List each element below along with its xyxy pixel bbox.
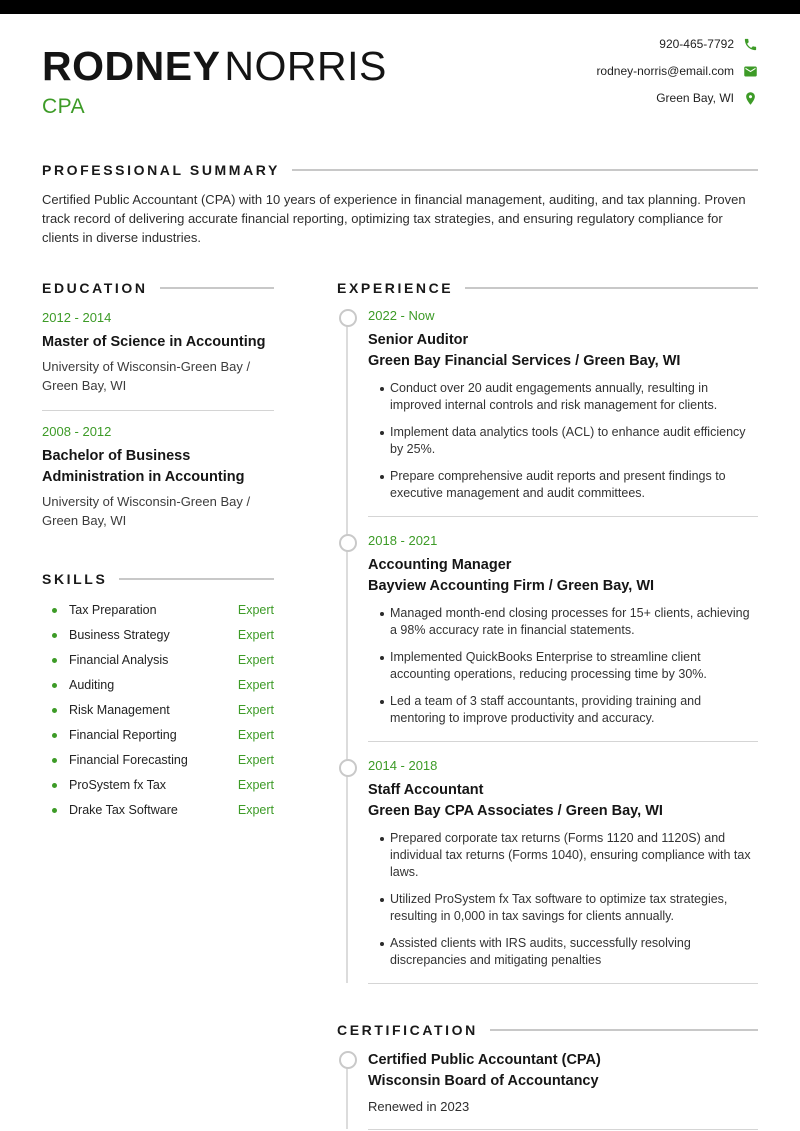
certification-issuer: Wisconsin Board of Accountancy xyxy=(368,1073,599,1089)
bullet-dot-icon xyxy=(52,758,57,763)
education-degree: Master of Science in Accounting xyxy=(42,334,266,350)
experience-bullet: Implement data analytics tools (ACL) to enhance audit efficiency by 25%. xyxy=(368,424,758,458)
experience-entry xyxy=(337,758,758,984)
entry-divider xyxy=(368,741,758,742)
certification-timeline xyxy=(337,1050,758,1130)
heading-rule xyxy=(465,287,758,289)
last-name: NORRIS xyxy=(224,43,387,89)
experience-bullet: Utilized ProSystem fx Tax software to optimize tax strategies, resulting in 0,000 in tax savings for clients annually. xyxy=(368,891,758,925)
entry-divider xyxy=(368,1129,758,1130)
person-name xyxy=(42,44,387,88)
experience-timeline xyxy=(337,308,758,984)
skill-row xyxy=(42,727,274,743)
experience-bullet: Prepared corporate tax returns (Forms 1120 and 1120S) and individual tax returns (Forms 1040), ensuring compliance with tax laws. xyxy=(368,830,758,881)
skill-level: Expert xyxy=(237,603,274,617)
experience-bullet: Led a team of 3 staff accountants, providing training and mentoring to improve productivity and accuracy. xyxy=(368,693,758,727)
header-name-block xyxy=(42,44,387,119)
education-divider xyxy=(42,410,274,411)
experience-bullet: Conduct over 20 audit engagements annually, resulting in improved internal controls and risk management for clients. xyxy=(368,380,758,414)
skill-level: Expert xyxy=(237,728,274,742)
bullet-dot-icon xyxy=(52,808,57,813)
experience-dates: 2014 - 2018 xyxy=(368,758,438,773)
summary-heading-row xyxy=(42,161,758,179)
skill-row xyxy=(42,602,274,618)
skill-name: Auditing xyxy=(69,678,115,692)
certification-title: Certified Public Accountant (CPA) xyxy=(368,1052,601,1068)
skill-row xyxy=(42,752,274,768)
heading-rule xyxy=(490,1029,758,1031)
first-name: RODNEY xyxy=(42,43,221,89)
experience-dates: 2022 - Now xyxy=(368,308,435,323)
education-school: University of Wisconsin-Green Bay / Green Bay, WI xyxy=(42,494,251,528)
experience-title: Senior Auditor xyxy=(368,332,469,348)
experience-bullet: Prepare comprehensive audit reports and present findings to executive management and audit committees. xyxy=(368,468,758,502)
skill-row xyxy=(42,627,274,643)
skill-level: Expert xyxy=(237,653,274,667)
section-education xyxy=(42,279,274,530)
education-school: University of Wisconsin-Green Bay / Green Bay, WI xyxy=(42,359,251,393)
contact-email-row xyxy=(596,63,758,79)
experience-entry xyxy=(337,308,758,517)
contact-location-row xyxy=(596,90,758,106)
location-text: Green Bay, WI xyxy=(656,91,734,105)
skill-row xyxy=(42,777,274,793)
bullet-dot-icon xyxy=(52,683,57,688)
entry-divider xyxy=(368,983,758,984)
contact-block xyxy=(596,36,758,117)
experience-company: Bayview Accounting Firm / Green Bay, WI xyxy=(368,578,655,594)
education-dates: 2008 - 2012 xyxy=(42,424,112,439)
education-dates: 2012 - 2014 xyxy=(42,310,112,325)
bullet-dot-icon xyxy=(52,733,57,738)
skills-heading: SKILLS xyxy=(42,571,108,587)
experience-title: Accounting Manager xyxy=(368,557,512,573)
email-address: rodney-norris@email.com xyxy=(596,64,734,78)
experience-company: Green Bay Financial Services / Green Bay, WI xyxy=(368,353,681,369)
experience-dates: 2018 - 2021 xyxy=(368,533,438,548)
summary-text: Certified Public Accountant (CPA) with 10 years of experience in financial management, auditing, and tax planning. Proven track record of delivering accurate financial reporting, optimizing tax strategies, and ensuring regulatory compliance for clients in diverse industries. xyxy=(42,192,746,245)
right-column xyxy=(337,279,758,1130)
skill-name: Financial Analysis xyxy=(69,653,169,667)
bullet-dot-icon xyxy=(52,658,57,663)
experience-heading-row xyxy=(337,279,758,297)
experience-title: Staff Accountant xyxy=(368,782,484,798)
experience-bullets xyxy=(368,830,758,969)
experience-bullet: Assisted clients with IRS audits, successfully resolving discrepancies and mitigating penalties xyxy=(368,935,758,969)
heading-rule xyxy=(160,287,274,289)
bullet-dot-icon xyxy=(52,708,57,713)
top-accent-bar xyxy=(0,0,800,14)
education-heading: EDUCATION xyxy=(42,280,148,296)
experience-bullets xyxy=(368,380,758,502)
education-item xyxy=(42,424,274,530)
job-title: CPA xyxy=(42,95,86,118)
skill-row xyxy=(42,677,274,693)
certification-heading-row xyxy=(337,1021,758,1039)
skill-level: Expert xyxy=(237,678,274,692)
experience-bullet: Managed month-end closing processes for 15+ clients, achieving a 98% accuracy rate in financial statements. xyxy=(368,605,758,639)
bullet-dot-icon xyxy=(52,783,57,788)
section-experience xyxy=(337,279,758,984)
skill-name: Business Strategy xyxy=(69,628,170,642)
left-column xyxy=(42,279,274,827)
section-certification xyxy=(337,1021,758,1130)
experience-bullet: Implemented QuickBooks Enterprise to streamline client accounting operations, reducing processing time by 30%. xyxy=(368,649,758,683)
skill-row xyxy=(42,802,274,818)
certification-note: Renewed in 2023 xyxy=(368,1099,470,1114)
experience-bullets xyxy=(368,605,758,727)
entry-divider xyxy=(368,516,758,517)
skill-level: Expert xyxy=(237,803,274,817)
summary-heading: PROFESSIONAL SUMMARY xyxy=(42,162,280,178)
section-professional-summary xyxy=(42,161,758,247)
skill-name: Drake Tax Software xyxy=(69,803,178,817)
experience-entry xyxy=(337,533,758,742)
section-skills xyxy=(42,570,274,818)
skill-list xyxy=(42,602,274,818)
skill-name: ProSystem fx Tax xyxy=(69,778,167,792)
bullet-dot-icon xyxy=(52,633,57,638)
certification-entry xyxy=(337,1050,758,1130)
skill-name: Financial Forecasting xyxy=(69,753,188,767)
education-item xyxy=(42,310,274,395)
phone-number: 920-465-7792 xyxy=(659,37,734,51)
bullet-dot-icon xyxy=(52,608,57,613)
experience-heading: EXPERIENCE xyxy=(337,280,454,296)
education-degree: Bachelor of Business Administration in Accounting xyxy=(42,448,245,485)
envelope-icon xyxy=(743,64,758,79)
experience-company: Green Bay CPA Associates / Green Bay, WI xyxy=(368,803,663,819)
skill-name: Risk Management xyxy=(69,703,170,717)
skill-level: Expert xyxy=(237,703,274,717)
skill-row xyxy=(42,702,274,718)
heading-rule xyxy=(292,169,758,171)
skill-level: Expert xyxy=(237,778,274,792)
education-heading-row xyxy=(42,279,274,297)
map-pin-icon xyxy=(743,91,758,106)
phone-icon xyxy=(743,37,758,52)
skill-level: Expert xyxy=(237,628,274,642)
certification-heading: CERTIFICATION xyxy=(337,1022,478,1038)
skill-level: Expert xyxy=(237,753,274,767)
skill-name: Financial Reporting xyxy=(69,728,177,742)
skill-row xyxy=(42,652,274,668)
heading-rule xyxy=(119,578,274,580)
contact-phone-row xyxy=(596,36,758,52)
skill-name: Tax Preparation xyxy=(69,603,157,617)
skills-heading-row xyxy=(42,570,274,588)
